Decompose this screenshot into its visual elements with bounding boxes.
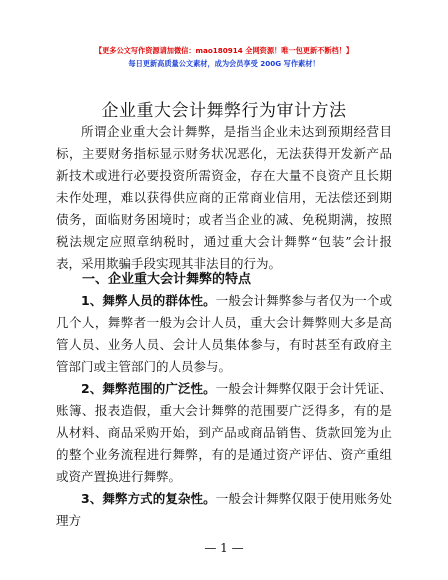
point-3-text: 一般会计舞弊仅限于使用账务处理方 — [56, 491, 392, 528]
point-2-paragraph — [56, 378, 392, 488]
point-3-paragraph — [56, 488, 392, 532]
page-number: — 1 — — [204, 541, 244, 555]
intro-paragraph: 所谓企业重大会计舞弊，是指当企业未达到预期经营目标，主要财务指标显示财务状况恶化，无法获得开发新产品新技术或进行必要投资所需资金，存在大量不良资产且长期未作处理，难以获得供应商的正常商业信用，无法偿还到期债务，面临财务困境时；或者当企业的减、免税期满，按照税法规定应照章纳税时，通过重大会计舞弊“包装”会计报表，采用欺骗手段实现其非法目的行为。 — [56, 124, 392, 271]
point-1-lead: 1、舞弊人员的群体性。 — [81, 293, 216, 308]
point-1-paragraph — [56, 290, 392, 378]
promo-banner-line2: 每日更新高质量公文素材，成为会员享受 200G 写作素材！ — [128, 59, 320, 68]
point-2-text: 一般会计舞弊仅限于会计凭证、账簿、报表造假，重大会计舞弊的范围要广泛得多，有的是从材料、商品采购开始，到产品或商品销售、货款回笼为止的整个业务流程进行舞弊，有的是通过资产评估、资产重组或资产置换进行舞弊。 — [56, 381, 392, 484]
point-1-text: 一般会计舞弊参与者仅为一个或几个人，舞弊者一般为会计人员，重大会计舞弊则大多是高管人员、业务人员、会计人员集体参与，有时甚至有政府主管部门或主管部门的人员参与。 — [56, 293, 392, 374]
point-2-lead: 2、舞弊范围的广泛性。 — [81, 381, 216, 396]
point-3-lead: 3、舞弊方式的复杂性。 — [81, 491, 216, 506]
document-title: 企业重大会计舞弊行为审计方法 — [101, 101, 347, 121]
promo-banner-line1: 【更多公文写作资源请加微信：mao180914 全网资源！唯一包更新不断档！】 — [94, 46, 354, 55]
section-heading-features: 一、企业重大会计舞弊的特点 — [82, 272, 252, 287]
